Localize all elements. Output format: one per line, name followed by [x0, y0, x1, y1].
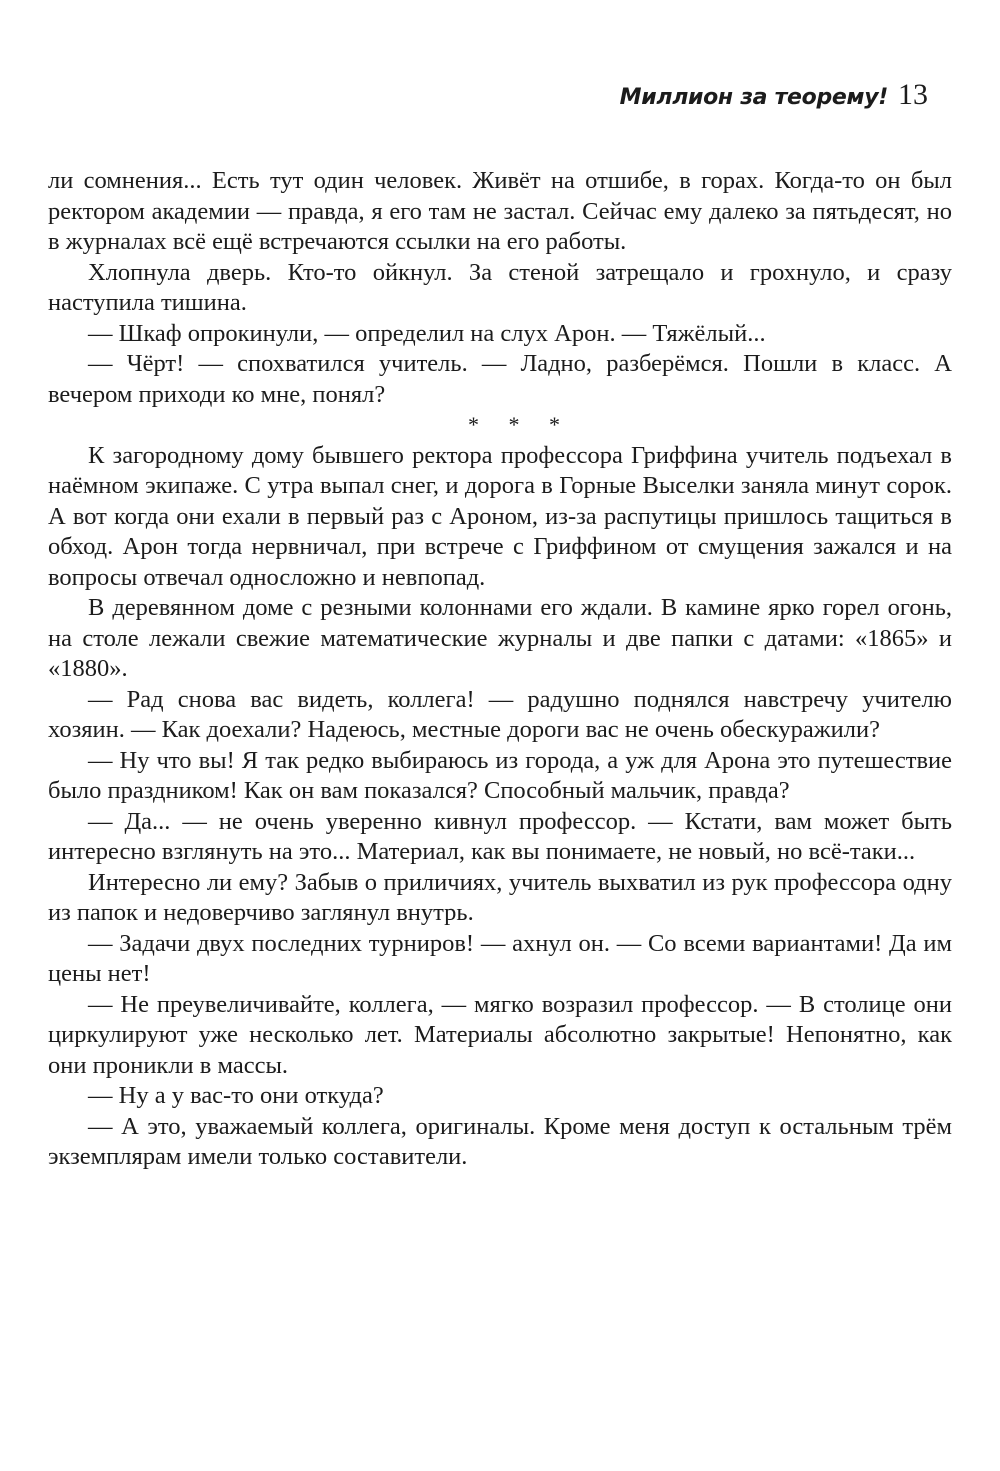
paragraph: К загородному дому бывшего ректора профессора Гриффина учитель подъехал в наёмном экипаже. С утра выпал снег, и дорога в Горные Выселки заняла минут сорок. А вот когда они ехали в первый раз с Ароном, из-за распутицы пришлось тащиться в обход. Арон тогда нервничал, при встрече с Гриффином от смущения зажался и на вопросы отвечал односложно и невпопад.: [48, 441, 952, 591]
paragraph: Хлопнула дверь. Кто-то ойкнул. За стеной затрещало и грохнуло, и сразу наступила тишина.: [48, 258, 952, 316]
page-number: 13: [898, 78, 928, 111]
paragraph: ли сомнения... Есть тут один человек. Живёт на отшибе, в горах. Когда-то он был ректором академии — правда, я его там не застал. Сейчас ему далеко за пятьдесят, но в журналах всё ещё встречаются ссылки на его работы.: [48, 167, 952, 255]
paragraph: — Ну что вы! Я так редко выбираюсь из города, а уж для Арона это путешествие было праздником! Как он вам показался? Способный мальчик, правда?: [48, 746, 952, 804]
paragraph: В деревянном доме с резными колоннами его ждали. В камине ярко горел огонь, на столе лежали свежие математические журналы и две папки с датами: «1865» и «1880».: [48, 594, 952, 682]
paragraph: — Шкаф опрокинули, — определил на слух Арон. — Тяжёлый...: [88, 319, 766, 347]
running-head: [620, 78, 928, 112]
section-separator: * * *: [468, 412, 572, 437]
paragraph: — Задачи двух последних турниров! — ахнул он. — Со всеми вариантами! Да им цены нет!: [48, 929, 952, 987]
paragraph: — Чёрт! — спохватился учитель. — Ладно, разберёмся. Пошли в класс. А вечером приходи ко мне, понял?: [48, 350, 952, 408]
paragraph: — Не преувеличивайте, коллега, — мягко возразил профессор. — В столице они циркулируют уже несколько лет. Материалы абсолютно закрытые! Непонятно, как они проникли в массы.: [48, 990, 952, 1079]
running-title: Миллион за теорему!: [619, 85, 888, 110]
paragraph: — Рад снова вас видеть, коллега! — радушно поднялся навстречу учителю хозяин. — Как доехали? Надеюсь, местные дороги вас не очень обескуражили?: [48, 685, 952, 743]
paragraph: — Да... — не очень уверенно кивнул профессор. — Кстати, вам может быть интересно взглянуть на это... Материал, как вы понимаете, не новый, но всё-таки...: [48, 807, 952, 865]
body-text: [48, 166, 952, 1173]
paragraph: — Ну а у вас-то они откуда?: [88, 1082, 384, 1109]
paragraph: Интересно ли ему? Забыв о приличиях, учитель выхватил из рук профессора одну из папок и недоверчиво заглянул внутрь.: [48, 868, 952, 926]
paragraph: — А это, уважаемый коллега, оригиналы. Кроме меня доступ к остальным трём экземплярам имели только составители.: [48, 1112, 952, 1170]
